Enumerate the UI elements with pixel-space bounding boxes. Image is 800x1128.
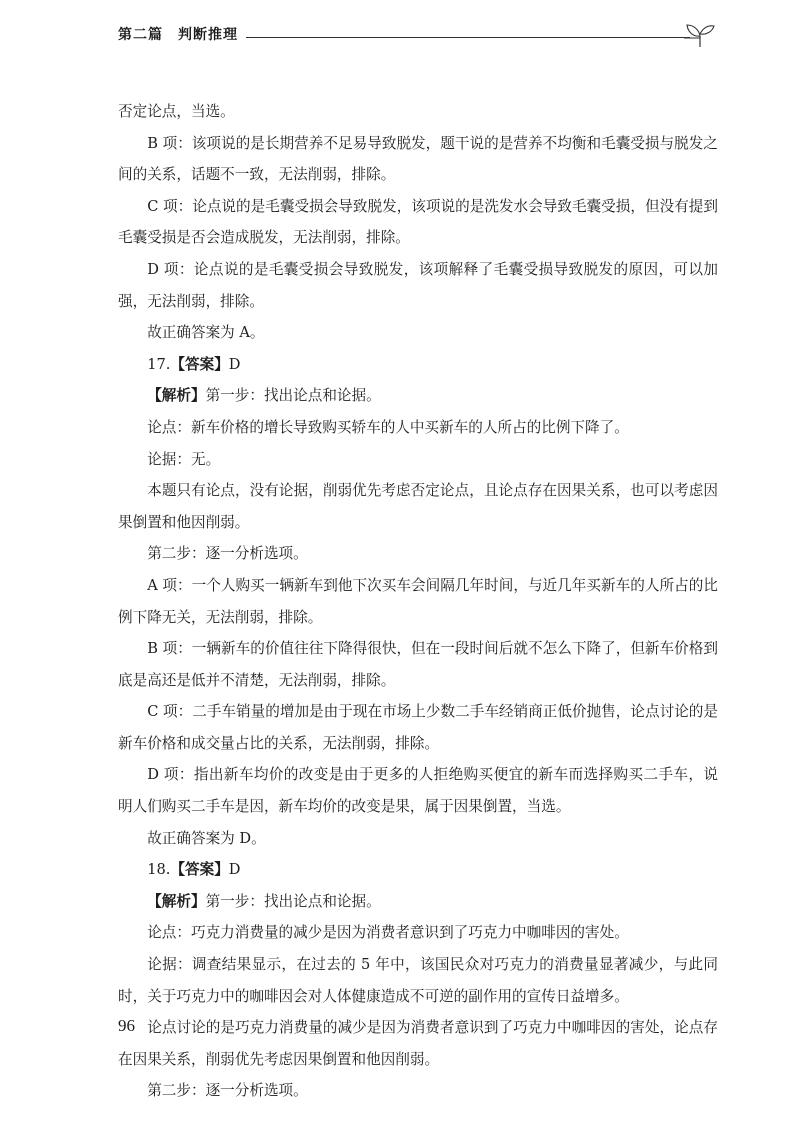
paragraph-text: D 项：指出新车均价的改变是由于更多的人拒绝购买便宜的新车而选择购买二手车，说明人们购买二手车是因，新车均价的改变是果，属于因果倒置，当选。 <box>118 766 718 816</box>
body-paragraph <box>118 191 718 254</box>
paragraph-text: 故正确答案为 A。 <box>147 324 265 342</box>
paragraph-text: C 项：二手车销量的增加是由于现在市场上少数二手车经销商正低价抛售，论点讨论的是新车价格和成交量占比的关系，无法削弱，排除。 <box>118 703 718 752</box>
body-paragraph <box>118 696 718 759</box>
body-paragraph <box>118 412 718 444</box>
body-paragraph <box>118 759 718 822</box>
paragraph-text: 第二步：逐一分析选项。 <box>147 545 308 563</box>
page-body <box>118 96 718 1107</box>
body-paragraph <box>118 444 718 476</box>
paragraph-text: 第一步：找出论点和论据。 <box>205 892 381 910</box>
page-number: 96 <box>118 1016 135 1035</box>
section-tag: 【答案】 <box>170 355 229 373</box>
paragraph-text: 第一步：找出论点和论据。 <box>205 387 381 405</box>
body-paragraph <box>118 823 718 855</box>
body-paragraph <box>118 1075 718 1107</box>
paragraph-text: 论点：新车价格的增长导致购买轿车的人中买新车的人所占的比例下降了。 <box>147 418 629 436</box>
body-paragraph <box>118 570 718 633</box>
paragraph-text: D 项：论点说的是毛囊受损会导致脱发，该项解释了毛囊受损导致脱发的原因，可以加强，无法削弱，排除。 <box>118 260 718 310</box>
question-number: 18. <box>147 861 171 879</box>
body-paragraph <box>118 1012 718 1075</box>
paragraph-text: D <box>228 861 241 879</box>
body-paragraph <box>118 949 718 1012</box>
body-paragraph <box>118 380 718 412</box>
body-paragraph <box>118 538 718 570</box>
paragraph-text: B 项：该项说的是长期营养不足易导致脱发，题干说的是营养不均衡和毛囊受损与脱发之间的关系，话题不一致，无法削弱，排除。 <box>118 134 718 184</box>
question-number: 17. <box>147 355 171 373</box>
paragraph-text: 故正确答案为 D。 <box>147 829 266 847</box>
paragraph-text: 否定论点，当选。 <box>118 103 235 120</box>
paragraph-text: 本题只有论点，没有论据，削弱优先考虑否定论点，且论点存在因果关系，也可以考虑因果倒置和他因削弱。 <box>118 482 718 531</box>
paragraph-text: 第二步：逐一分析选项。 <box>147 1082 308 1100</box>
body-paragraph <box>118 349 718 381</box>
body-paragraph <box>118 96 718 128</box>
paragraph-text: B 项：一辆新车的价值往往下降得很快，但在一段时间后就不怎么下降了，但新车价格到底是高还是低并不清楚，无法削弱，排除。 <box>118 640 718 689</box>
paragraph-text: D <box>228 355 241 373</box>
section-tag: 【解析】 <box>147 387 206 405</box>
body-paragraph <box>118 128 718 191</box>
body-paragraph <box>118 633 718 696</box>
body-paragraph <box>118 475 718 538</box>
body-paragraph <box>118 317 718 349</box>
section-tag: 【答案】 <box>170 861 229 879</box>
paragraph-text: 论点讨论的是巧克力消费量的减少是因为消费者意识到了巧克力中咖啡因的害处，论点存在因果关系，削弱优先考虑因果倒置和他因削弱。 <box>118 1019 718 1068</box>
sprout-icon <box>684 22 716 48</box>
section-tag: 【解析】 <box>147 892 206 910</box>
paragraph-text: 论据：无。 <box>147 450 221 468</box>
paragraph-text: 论据：调查结果显示，在过去的 5 年中，该国民众对巧克力的消费量显著减少，与此同时，关于巧克力中的咖啡因会对人体健康造成不可逆的副作用的宣传日益增多。 <box>118 956 718 1005</box>
body-paragraph <box>118 886 718 918</box>
paragraph-text: C 项：论点说的是毛囊受损会导致脱发，该项说的是洗发水会导致毛囊受损，但没有提到毛囊受损是否会造成脱发，无法削弱，排除。 <box>118 197 718 247</box>
running-header <box>118 22 718 50</box>
header-rule <box>246 37 690 38</box>
body-paragraph <box>118 854 718 886</box>
section-title: 第二篇 判断推理 <box>118 27 238 43</box>
body-paragraph <box>118 254 718 317</box>
body-paragraph <box>118 917 718 949</box>
paragraph-text: A 项：一个人购买一辆新车到他下次买车会间隔几年时间，与近几年买新车的人所占的比例下降无关，无法削弱，排除。 <box>118 576 718 626</box>
paragraph-text: 论点：巧克力消费量的减少是因为消费者意识到了巧克力中咖啡因的害处。 <box>147 924 629 942</box>
